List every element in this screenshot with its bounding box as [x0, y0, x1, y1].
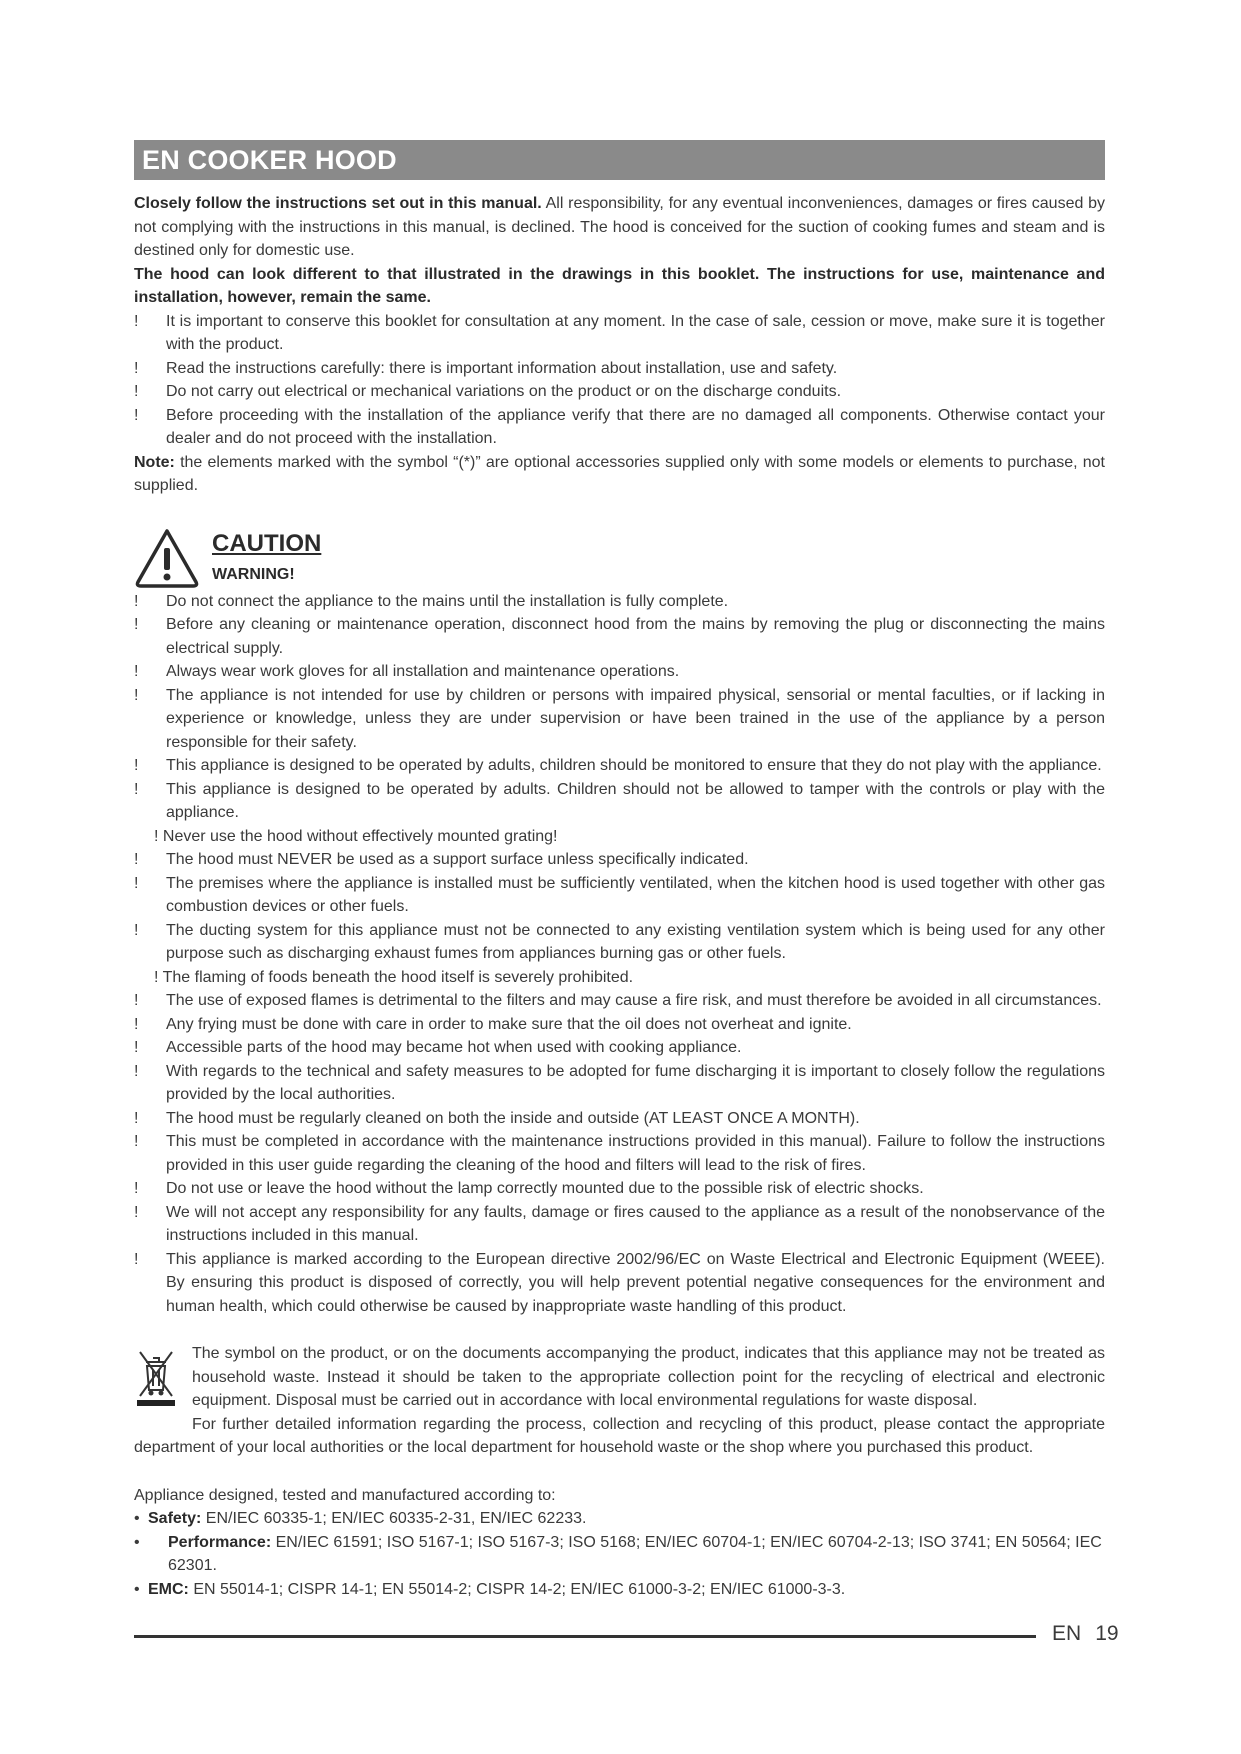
caution-item-text: With regards to the technical and safety measures to be adopted for fume discharging it is important to closely follow the regulations provided by the local authorities.: [166, 1062, 1105, 1103]
caution-item: [134, 1013, 1105, 1037]
intro-item-text: Read the instructions carefully: there is important information about installation, use and safety.: [166, 359, 838, 377]
intro-item-text: Do not carry out electrical or mechanical variations on the product or on the discharge conduits.: [166, 383, 842, 400]
weee-more-text: For further detailed information regarding the process, collection and recycling of this product, please contact the appropriate department of your local authorities or the local department for household waste or the shop where you purchased this product.: [134, 1415, 1105, 1456]
caution-item-text: This appliance is designed to be operated by adults, children should be monitored to ensure that they do not play with the appliance.: [166, 757, 1102, 774]
caution-item-text: The appliance is not intended for use by children or persons with impaired physical, sensorial or mental faculties, or if lacking in experience or knowledge, unless they are under supervision or have been trained in the use of the appliance by a person responsible for their safety.: [166, 686, 1105, 751]
caution-item-text: Before any cleaning or maintenance operation, disconnect hood from the mains by removing the plug or disconnecting the mains electrical supply.: [166, 616, 1105, 657]
exclamation-mark: !: [134, 686, 139, 704]
caution-item-text: The hood must NEVER be used as a support surface unless specifically indicated.: [166, 851, 749, 868]
weee-section: [134, 1342, 1105, 1460]
standard-item: [134, 1531, 1105, 1578]
caution-item-text: This must be completed in accordance with the maintenance instructions provided in this manual). Failure to follow the instructions provided in this user guide regarding the cleaning of the hood and filters will lead to the risk of fires.: [166, 1133, 1105, 1174]
exclamation-mark: !: [134, 780, 139, 798]
exclamation-mark: !: [134, 312, 139, 330]
exclamation-mark: !: [134, 1203, 139, 1221]
standard-text: EN/IEC 61591; ISO 5167-1; ISO 5167-3; ISO 5168; EN/IEC 60704-1; EN/IEC 60704-2-13; ISO 3741; EN 50564; IEC 62301.: [168, 1533, 1102, 1574]
standards-intro: Appliance designed, tested and manufactured according to:: [134, 1486, 556, 1504]
warning-subtitle: WARNING!: [212, 565, 295, 583]
standard-item: [134, 1507, 1105, 1531]
page-number: 19: [1095, 1622, 1119, 1645]
exclamation-mark: !: [134, 616, 139, 633]
caution-item-text: Accessible parts of the hood may became hot when used with cooking appliance.: [166, 1039, 742, 1056]
caution-item-text: Do not use or leave the hood without the lamp correctly mounted due to the possible risk of electric shocks.: [166, 1180, 924, 1197]
caution-item: [134, 989, 1105, 1013]
standard-label: EMC:: [148, 1580, 189, 1598]
intro-item-text: Before proceeding with the installation of the appliance verify that there are no damaged all components. Otherwise contact your dealer and do not proceed with the installation.: [166, 406, 1105, 447]
caution-item: [134, 1177, 1105, 1201]
caution-item: [134, 590, 1105, 614]
exclamation-mark: !: [134, 1250, 139, 1268]
note-paragraph: [134, 451, 1105, 498]
standard-label: Safety:: [148, 1510, 202, 1527]
standard-text: EN 55014-1; CISPR 14-1; EN 55014-2; CISPR 14-2; EN/IEC 61000-3-2; EN/IEC 61000-3-3.: [188, 1580, 846, 1598]
intro-list: [134, 310, 1105, 451]
caution-item-text: The use of exposed flames is detrimental to the filters and may cause a fire risk, and must therefore be avoided in all circumstances.: [166, 992, 1102, 1009]
footer-rule: [134, 1635, 1036, 1638]
caution-item: ! Never use the hood without effectively mounted grating!: [154, 827, 558, 845]
caution-item-text: The hood must be regularly cleaned on both the inside and outside (AT LEAST ONCE A MONTH).: [166, 1109, 860, 1127]
caution-item: [134, 754, 1105, 778]
standard-text: EN/IEC 60335-1; EN/IEC 60335-2-31, EN/IEC 62233.: [201, 1510, 587, 1527]
exclamation-mark: !: [134, 1133, 139, 1150]
caution-item: [134, 684, 1105, 755]
exclamation-mark: !: [134, 592, 139, 610]
exclamation-mark: !: [134, 1109, 139, 1127]
caution-item: [134, 1248, 1105, 1319]
caution-title: CAUTION: [212, 529, 322, 557]
header-lang: EN: [142, 145, 180, 175]
intro-item: [134, 310, 1105, 357]
caution-item-text: Do not connect the appliance to the mains until the installation is fully complete.: [166, 592, 729, 610]
caution-item-text: This appliance is designed to be operated by adults. Children should not be allowed to tamper with the controls or play with the appliance.: [166, 780, 1105, 821]
caution-list: [134, 590, 1105, 1319]
exclamation-mark: !: [134, 757, 139, 774]
intro-lead-rest: All responsibility, for any eventual inconveniences, damages or fires caused by not complying with the instructions in this manual, is declined. The hood is conceived for the suction of cooking fumes and steam and is destined only for domestic use.: [134, 195, 1106, 259]
header-title: COOKER HOOD: [187, 145, 397, 175]
intro-item: [134, 380, 1105, 404]
exclamation-mark: !: [134, 1062, 139, 1080]
warning-triangle-icon: [134, 526, 200, 592]
caution-item: [134, 1060, 1105, 1107]
intro-item: [134, 357, 1105, 381]
intro-paragraph: [134, 192, 1105, 263]
exclamation-mark: !: [134, 359, 139, 377]
caution-item: [134, 778, 1105, 825]
intro-item: [134, 404, 1105, 451]
exclamation-mark: !: [134, 663, 139, 680]
caution-item: [134, 1201, 1105, 1248]
caution-heading: [134, 526, 1105, 590]
bullet-mark: •: [134, 1580, 140, 1598]
exclamation-mark: !: [134, 1015, 139, 1033]
caution-item: [134, 660, 1105, 684]
bullet-mark: •: [134, 1510, 140, 1527]
exclamation-mark: !: [134, 1180, 139, 1197]
standards-list: [134, 1507, 1105, 1601]
footer-lang: EN: [1052, 1622, 1082, 1645]
page-footer: [1052, 1622, 1119, 1646]
manual-page: [134, 140, 1105, 1601]
caution-item: [134, 1107, 1105, 1131]
exclamation-mark: !: [134, 406, 139, 424]
caution-item: [134, 848, 1105, 872]
caution-item-text: Always wear work gloves for all installation and maintenance operations.: [166, 663, 680, 680]
caution-item-text: The premises where the appliance is installed must be sufficiently ventilated, when the kitchen hood is used together with other gas combustion devices or other fuels.: [166, 874, 1105, 915]
bullet-mark: •: [134, 1533, 140, 1551]
section-header: [134, 140, 1105, 180]
note-text: the elements marked with the symbol “(*)” are optional accessories supplied only with some models or elements to purchase, not supplied.: [134, 453, 1105, 494]
exclamation-mark: !: [134, 1039, 139, 1056]
standard-item: [134, 1578, 1105, 1602]
exclamation-mark: !: [134, 383, 139, 400]
caution-item-text: The ducting system for this appliance must not be connected to any existing ventilation system which is being used for any other purpose such as discharging exhaust fumes from appliances burning gas or other fuels.: [166, 921, 1105, 962]
note-label: Note:: [134, 453, 175, 471]
exclamation-mark: !: [134, 992, 139, 1009]
exclamation-mark: !: [134, 874, 139, 892]
intro-item-text: It is important to conserve this booklet for consultation at any moment. In the case of sale, cession or move, make sure it is together with the product.: [166, 312, 1105, 353]
exclamation-mark: !: [134, 921, 139, 939]
exclamation-mark: !: [134, 851, 139, 868]
caution-item-text: This appliance is marked according to the European directive 2002/96/EC on Waste Electrical and Electronic Equipment (WEEE). By ensuring this product is disposed of correctly, you will help prevent potential negative consequences for the environment and human health, which could otherwise be caused by inappropriate waste handling of this product.: [166, 1250, 1105, 1315]
caution-item: [134, 872, 1105, 919]
caution-item: [134, 613, 1105, 660]
standard-label: Performance:: [168, 1533, 272, 1551]
caution-item: [134, 919, 1105, 966]
caution-item-text: We will not accept any responsibility for any faults, damage or fires caused to the appliance as a result of the nonobservance of the instructions included in this manual.: [166, 1203, 1105, 1244]
caution-item: ! The flaming of foods beneath the hood itself is severely prohibited.: [154, 968, 634, 986]
caution-item: [134, 1130, 1105, 1177]
caution-item: [134, 1036, 1105, 1060]
intro-bold-note: The hood can look different to that illustrated in the drawings in this booklet. The instructions for use, maintenance and installation, however, remain the same.: [134, 265, 1105, 306]
caution-item-text: Any frying must be done with care in order to make sure that the oil does not overheat and ignite.: [166, 1015, 852, 1033]
intro-lead-bold: Closely follow the instructions set out in this manual.: [134, 195, 542, 212]
crossed-bin-icon: [134, 1344, 178, 1408]
weee-text: The symbol on the product, or on the documents accompanying the product, indicates that this appliance may not be treated as household waste. Instead it should be taken to the appropriate collection point for the recycling of electrical and electronic equipment. Disposal must be carried out in accordance with local environmental regulations for waste disposal.: [192, 1345, 1105, 1409]
